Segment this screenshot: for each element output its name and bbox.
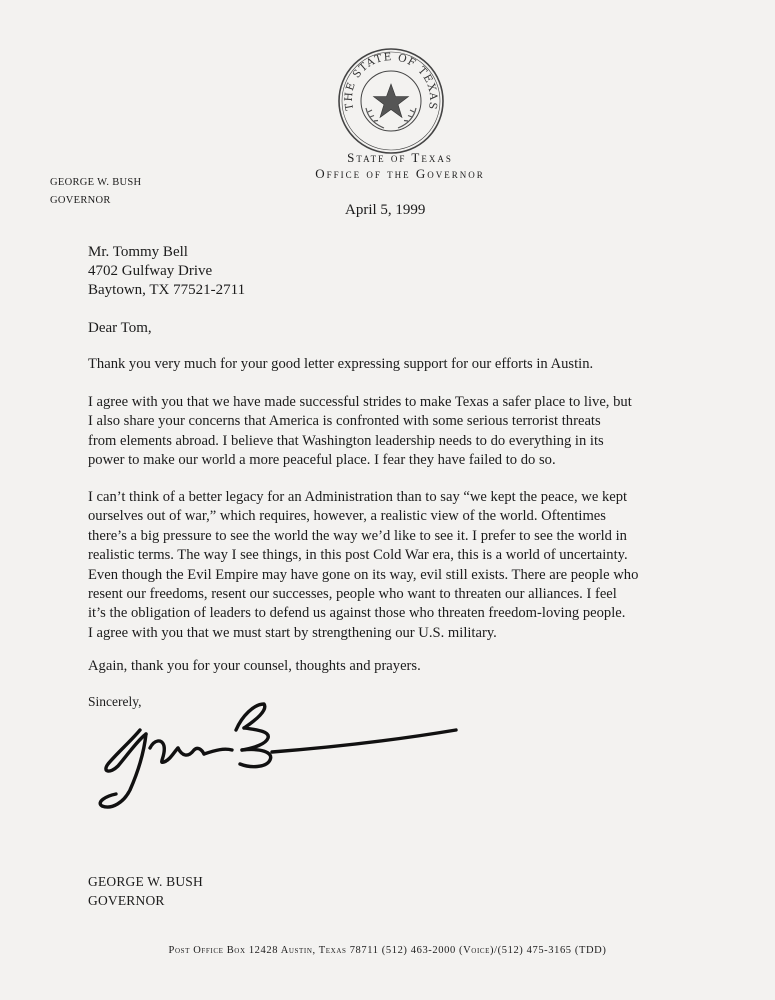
header-governor-title: GOVERNOR bbox=[50, 195, 111, 206]
text-line: there’s a big pressure to see the world the way we’d like to see it. I prefer to see the world in bbox=[88, 527, 627, 544]
text-line: I also share your concerns that America is confronted with some serious terrorist threats bbox=[88, 413, 601, 430]
text-line: realistic terms. The way I see things, in this post Cold War era, this is a world of uncertainty. bbox=[88, 547, 628, 564]
recipient-name: Mr. Tommy Bell bbox=[88, 244, 188, 260]
text-line: it’s the obligation of leaders to defend us against those who threaten freedom-loving people. bbox=[88, 605, 626, 622]
letterhead-office: Office of the Governor bbox=[315, 166, 485, 181]
text-line: resent our freedoms, resent our successes, people who want to threaten our alliances. I feel bbox=[88, 586, 617, 603]
text-line: power to make our world a more peaceful place. I fear they have failed to do so. bbox=[88, 452, 556, 469]
text-line: I can’t think of a better legacy for an Administration than to say “we kept the peace, we kept bbox=[88, 489, 628, 505]
recipient-street: 4702 Gulfway Drive bbox=[88, 263, 213, 279]
text-line: Thank you very much for your good letter expressing support for our efforts in Austin. bbox=[88, 356, 594, 372]
body-paragraph-4 bbox=[88, 657, 728, 676]
svg-text:THE STATE OF TEXAS: THE STATE OF TEXAS bbox=[342, 51, 440, 112]
text-line: Even though the Evil Empire may have gone on its way, evil still exists. There are people who bbox=[88, 566, 639, 583]
footer-address: Post Office Box 12428 Austin, Texas 78711 (512) 463-2000 (Voice)/(512) 475-3165 (TDD) bbox=[168, 945, 607, 956]
header-governor-name: GEORGE W. BUSH bbox=[50, 177, 142, 188]
closing: Sincerely, bbox=[88, 694, 142, 709]
text-line: I agree with you that we must start by strengthening our U.S. military. bbox=[88, 624, 497, 641]
salutation: Dear Tom, bbox=[88, 320, 152, 336]
signature-icon bbox=[84, 690, 464, 830]
text-line: Again, thank you for your counsel, thoughts and prayers. bbox=[88, 658, 421, 674]
text-line: from elements abroad. I believe that Washington leadership needs to do everything in its bbox=[88, 432, 604, 449]
letter-date: April 5, 1999 bbox=[345, 202, 426, 218]
body-paragraph-2 bbox=[88, 393, 728, 471]
body-paragraph-1 bbox=[88, 355, 728, 374]
text-line: I agree with you that we have made successful strides to make Texas a safer place to live, but bbox=[88, 394, 632, 410]
signer-name: GEORGE W. BUSH bbox=[88, 874, 203, 889]
signer-title: GOVERNOR bbox=[88, 893, 165, 908]
texas-seal-icon bbox=[336, 46, 446, 156]
letterhead-state: State of Texas bbox=[347, 150, 453, 165]
body-paragraph-3 bbox=[88, 488, 728, 643]
text-line: ourselves out of war,” which requires, however, a realistic view of the world. Oftentimes bbox=[88, 508, 606, 525]
recipient-city: Baytown, TX 77521-2711 bbox=[88, 282, 246, 298]
